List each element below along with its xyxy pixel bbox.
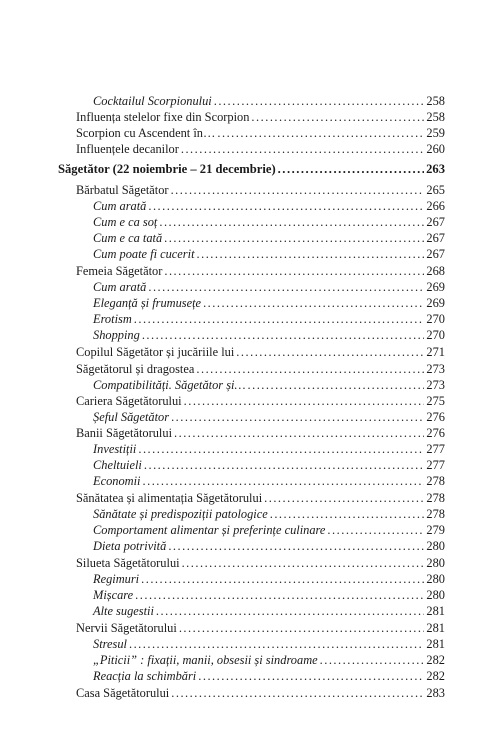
toc-entry-title: Scorpion cu Ascendent în… [76,126,216,140]
dot-leader [184,393,425,409]
toc-entry-title: Shopping [93,328,140,342]
dot-leader [203,295,424,311]
toc-entry-title: Alte sugestii [93,604,154,618]
dot-leader [198,668,424,684]
toc-entry-title: Influența stelelor fixe din Scorpion [76,110,250,124]
toc-entry-title: Dieta potrivită [93,539,167,553]
toc-entry-title: Bărbatul Săgetător [76,183,169,197]
toc-entry [76,361,445,377]
dot-leader [196,361,424,377]
toc-entry-page: 281 [426,621,445,635]
toc-entry-title: Sănătate și predispoziții patologice [93,507,268,521]
toc-entry [93,538,445,554]
toc-entry-page: 276 [426,410,445,424]
toc-entry-page: 267 [426,215,445,229]
dot-leader [134,311,425,327]
toc-entry-title: Șeful Săgetător [93,410,170,424]
toc-entry-page: 273 [426,362,445,376]
dot-leader [171,182,425,198]
toc-entry-page: 270 [426,328,445,342]
toc-chapter-heading [58,161,445,177]
toc-entry-title: Stresul [93,637,127,651]
toc-entry [76,263,445,279]
dot-leader [135,587,424,603]
dot-leader [327,522,424,538]
toc-entry-title: Comportament alimentar și preferințe culinare [93,523,326,537]
dot-leader [320,652,425,668]
toc-entry [93,587,445,603]
toc-entry [76,555,445,571]
toc-entry-page: 281 [426,637,445,651]
dot-leader [251,109,424,125]
toc-entry [93,327,445,343]
toc-entry-title: Nervii Săgetătorului [76,621,177,635]
toc-entry [93,571,445,587]
toc-entry [93,377,445,393]
toc-entry-page: 273 [426,378,445,392]
dot-leader [148,279,424,295]
dot-leader [142,327,425,343]
dot-leader [179,620,425,636]
toc-entry [93,636,445,652]
toc-entry-title: Compatibilități. Săgetător și… [93,378,246,392]
toc-entry-page: 280 [426,588,445,602]
toc-entry-page: 278 [426,474,445,488]
dot-leader [156,603,424,619]
toc-entry-title: Cum e ca soț [93,215,158,229]
toc-entry-page: 280 [426,556,445,570]
toc-entry-page: 280 [426,539,445,553]
dot-leader [217,125,424,141]
dot-leader [270,506,425,522]
toc-entry-page: 283 [426,686,445,700]
toc-entry [76,344,445,360]
toc-entry-page: 271 [426,345,445,359]
toc-entry-page: 268 [426,264,445,278]
dot-leader [182,555,425,571]
toc-entry-page: 278 [426,491,445,505]
toc-entry-page: 277 [426,442,445,456]
toc-entry-page: 277 [426,458,445,472]
toc-entry [93,506,445,522]
toc-entry [93,603,445,619]
toc-entry-title: „Piticii” : fixații, manii, obsesii și sindroame [93,653,318,667]
toc-entry [93,409,445,425]
dot-leader [174,425,424,441]
toc-entry [76,490,445,506]
toc-entry-title: Erotism [93,312,132,326]
toc-entry [93,246,445,262]
toc-entry-page: 267 [426,247,445,261]
dot-leader [236,344,424,360]
toc-entry-page: 280 [426,572,445,586]
dot-leader [171,685,424,701]
toc-entry [76,393,445,409]
toc-entry-page: 258 [426,110,445,124]
dot-leader [164,263,424,279]
toc-entry-title: Mișcare [93,588,134,602]
toc-entry [93,457,445,473]
toc-entry [93,522,445,538]
toc-entry-page: 269 [426,296,445,310]
toc-entry-title: Cum e ca tată [93,231,163,245]
toc-entry-page: 275 [426,394,445,408]
toc-entry [93,652,445,668]
dot-leader [214,93,425,109]
dot-leader [159,214,424,230]
toc-entry-page: 260 [426,142,445,156]
toc-entry-title: Copilul Săgetător și jucăriile lui [76,345,235,359]
toc-entry [76,125,445,141]
toc-entry-page: 270 [426,312,445,326]
toc-entry [93,279,445,295]
dot-leader [264,490,424,506]
toc-entry-page: 281 [426,604,445,618]
dot-leader [197,246,425,262]
toc-entry [93,230,445,246]
toc-entry [76,141,445,157]
toc-entry-title: Cum arată [93,280,147,294]
toc-entry-title: Reacția la schimbări [93,669,197,683]
toc-entry [93,473,445,489]
toc-entry [76,620,445,636]
toc-entry-page: 258 [426,94,445,108]
dot-leader [171,409,424,425]
dot-leader [144,457,425,473]
dot-leader [129,636,424,652]
dot-leader [138,441,424,457]
toc-entry-title: Economii [93,474,141,488]
toc-entry-page: 266 [426,199,445,213]
toc-entry [76,182,445,198]
toc-entry [76,685,445,701]
toc-entry-page: 265 [426,183,445,197]
toc-entry-title: Săgetătorul și dragostea [76,362,195,376]
toc-entry-page: 278 [426,507,445,521]
toc-entry [93,295,445,311]
toc-entry-page: 282 [426,669,445,683]
toc-entry [93,441,445,457]
toc-entry [93,198,445,214]
dot-leader [148,198,424,214]
dot-leader [164,230,424,246]
toc-entry-title: Silueta Săgetătorului [76,556,180,570]
dot-leader [181,141,425,157]
toc-entry-title: Săgetător (22 noiembrie – 21 decembrie) [58,162,276,176]
toc-entry-title: Cum arată [93,199,147,213]
toc-entry-title: Investiții [93,442,137,456]
toc-entry-page: 276 [426,426,445,440]
toc-entry-page: 269 [426,280,445,294]
dot-leader [143,473,425,489]
toc-entry-title: Cheltuieli [93,458,142,472]
toc-entry-title: Casa Săgetătorului [76,686,170,700]
toc-entry-page: 263 [426,162,445,176]
toc-entry-page: 282 [426,653,445,667]
toc-entry-title: Eleganță și frumusețe [93,296,202,310]
toc-entry-title: Cum poate fi cucerit [93,247,195,261]
dot-leader [141,571,424,587]
toc-entry-page: 267 [426,231,445,245]
toc-entry-title: Regimuri [93,572,140,586]
toc-entry-title: Sănătatea și alimentația Săgetătorului [76,491,263,505]
toc-entry-title: Banii Săgetătorului [76,426,173,440]
dot-leader [278,161,424,177]
toc-entry-title: Cocktailul Scorpionului [93,94,212,108]
toc-entry-title: Cariera Săgetătorului [76,394,182,408]
toc-entry-page: 279 [426,523,445,537]
toc-entry-title: Influențele decanilor [76,142,179,156]
toc-entry [76,425,445,441]
toc-entry [93,93,445,109]
toc-entry [76,109,445,125]
toc-entry [93,311,445,327]
dot-leader [248,377,425,393]
toc-entry [93,668,445,684]
toc-entry [93,214,445,230]
dot-leader [168,538,424,554]
toc-entry-page: 259 [426,126,445,140]
toc-entry-title: Femeia Săgetător [76,264,163,278]
